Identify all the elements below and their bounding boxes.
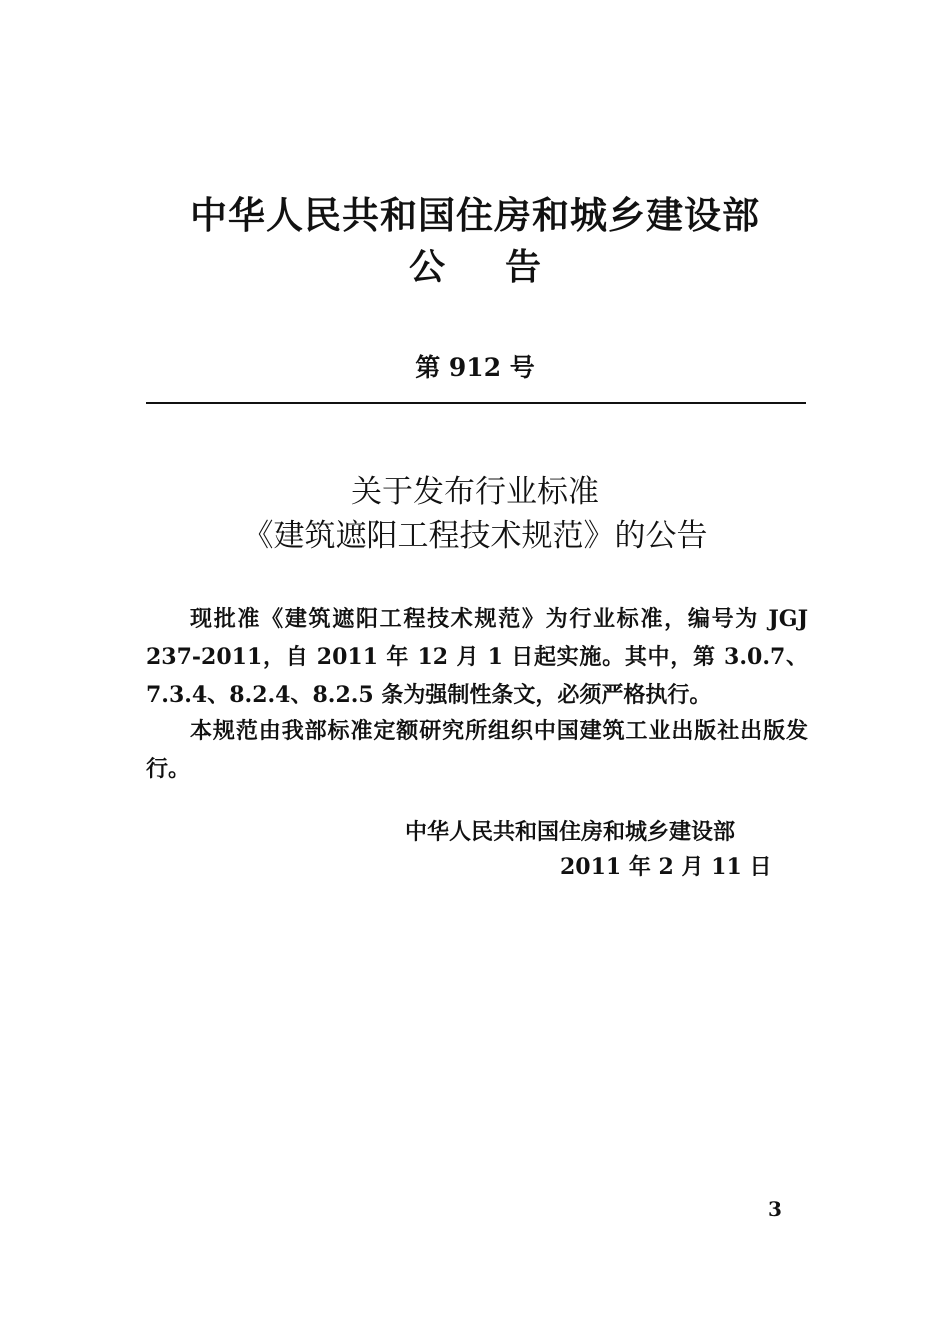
subject-line-2: 《建筑遮阳工程技术规范》的公告 xyxy=(242,518,708,554)
body-paragraph-1: 现批准《建筑遮阳工程技术规范》为行业标准，编号为 JGJ 237-2011，自 2011 年 12 月 1 日起实施。其中，第 3.0.7、7.3.4、8.2.4、8.2.5 条为强制性条文，必须严格执行。 xyxy=(146,606,808,708)
page-number: 3 xyxy=(768,1197,782,1221)
header-divider xyxy=(146,402,806,404)
body-paragraph-2: 本规范由我部标准定额研究所组织中国建筑工业出版社出版发行。 xyxy=(146,718,808,782)
subject-line-1: 关于发布行业标准 xyxy=(351,474,599,510)
signature-date: 2011 年 2 月 11 日 xyxy=(560,854,772,880)
notice-title: 公告 xyxy=(408,246,601,288)
ministry-title: 中华人民共和国住房和城乡建设部 xyxy=(190,193,760,237)
signature-organization: 中华人民共和国住房和城乡建设部 xyxy=(405,819,736,845)
document-number: 第 912 号 xyxy=(415,353,535,382)
